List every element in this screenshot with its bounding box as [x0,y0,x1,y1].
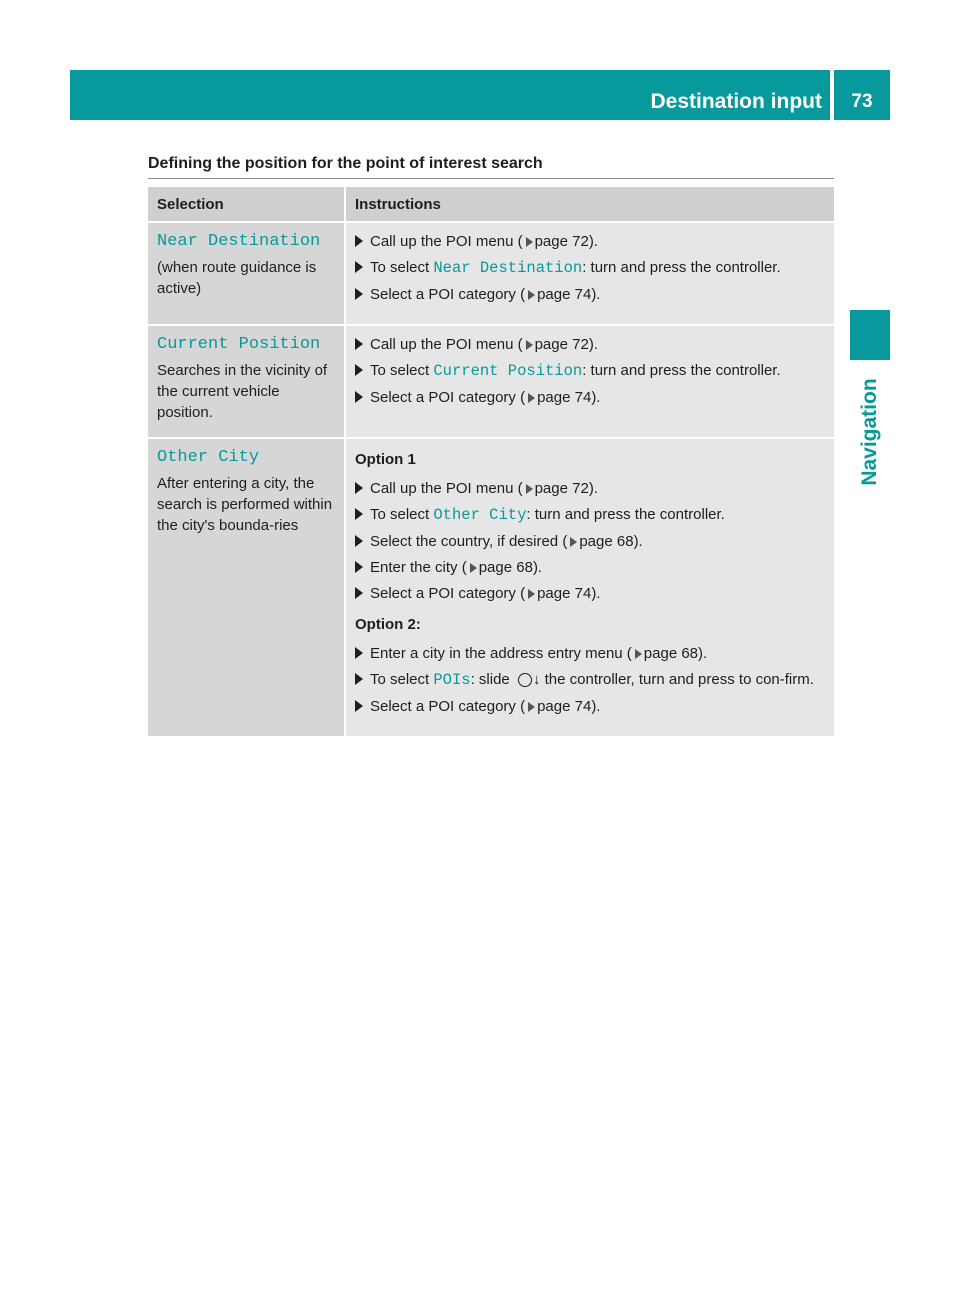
step-text: ). [588,480,598,497]
column-header-instructions: Instructions [345,187,834,222]
page-reference[interactable]: page 68 [478,559,533,576]
table-row [148,438,834,736]
instruction-step [355,360,825,382]
instruction-step [355,504,825,526]
step-text: : turn and press the controller. [582,362,781,379]
side-tab-label: Navigation [858,378,881,486]
right-arrow-icon [355,535,363,547]
page-reference-triangle-icon [570,537,577,547]
chapter-title: Destination input [650,90,822,113]
instruction-step [355,387,825,408]
table-header-row [148,187,834,222]
header-bar [70,70,890,120]
step-text: : turn and press the controller. [526,506,725,523]
right-arrow-icon [355,235,363,247]
page-reference[interactable]: page 72 [534,480,589,497]
step-text: Call up the POI menu ( [370,233,523,250]
page-reference-triangle-icon [526,484,533,494]
instruction-step [355,557,825,578]
right-arrow-icon [355,561,363,573]
right-arrow-icon [355,288,363,300]
page-reference[interactable]: page 68 [579,533,634,550]
right-arrow-icon [355,261,363,273]
instruction-step [355,478,825,499]
selection-name: Current Position [157,335,321,354]
step-text: : slide [470,671,514,688]
instructions-cell [345,438,834,736]
instruction-step [355,284,825,305]
instruction-step [355,583,825,604]
instruction-step [355,696,825,717]
page-reference[interactable]: page 74 [537,585,592,602]
step-text: ). [591,286,601,303]
right-arrow-icon [355,700,363,712]
instructions-cell [345,325,834,438]
instruction-step [355,531,825,552]
poi-search-table [148,187,834,736]
selection-name: Other City [157,448,260,467]
right-arrow-icon [355,673,363,685]
page-number: 73 [851,91,873,112]
right-arrow-icon [355,338,363,350]
right-arrow-icon [355,482,363,494]
step-text: the controller, turn and press to con-firm. [540,671,814,688]
selection-description: Searches in the vicinity of the current vehicle position. [157,362,328,421]
step-text: Call up the POI menu ( [370,336,523,353]
right-arrow-icon [355,391,363,403]
step-text: ). [532,559,543,576]
step-text: ). [588,233,598,250]
page-reference-triangle-icon [528,702,535,712]
step-text: Enter the city ( [370,559,467,576]
step-text: Select a POI category ( [370,286,526,303]
selection-cell [148,222,345,325]
menu-item-reference: Other City [433,506,527,524]
table-row [148,325,834,438]
selection-name: Near Destination [157,232,321,251]
page-reference[interactable]: page 74 [537,698,592,715]
right-arrow-icon [355,647,363,659]
page-reference[interactable]: page 74 [537,286,592,303]
step-text: Enter a city in the address entry menu ( [370,645,632,662]
page-reference[interactable]: page 72 [534,336,589,353]
column-header-selection: Selection [148,187,345,222]
menu-item-reference: Near Destination [433,259,583,277]
step-text: ). [633,533,643,550]
step-text: Select a POI category ( [370,389,526,406]
step-text: Select a POI category ( [370,698,526,715]
step-text: To select [370,671,434,688]
menu-item-reference: Current Position [433,362,583,380]
step-text: : turn and press the controller. [582,259,781,276]
right-arrow-icon [355,364,363,376]
instruction-step [355,231,825,252]
page-reference-triangle-icon [635,649,642,659]
step-text: To select [370,259,434,276]
option-heading: Option 1 [355,451,416,468]
step-text: To select [370,362,434,379]
page-reference-triangle-icon [528,393,535,403]
page-reference-triangle-icon [528,290,535,300]
step-text: To select [370,506,434,523]
page-reference[interactable]: page 68 [643,645,699,662]
instructions-cell [345,222,834,325]
step-text: ). [588,336,598,353]
instruction-step [355,643,825,664]
right-arrow-icon [355,587,363,599]
instruction-step [355,257,825,279]
controller-slide-down-icon [518,673,532,687]
page-reference[interactable]: page 74 [537,389,592,406]
section-title: Defining the position for the point of interest search [148,155,543,172]
instruction-step [355,334,825,355]
page-reference-triangle-icon [526,340,533,350]
table-row [148,222,834,325]
step-text: Select a POI category ( [370,585,526,602]
step-text: ). [591,389,601,406]
title-divider [148,178,834,179]
side-tab-marker [850,310,890,360]
step-text: Select the country, if desired ( [370,533,568,550]
page-reference-triangle-icon [526,237,533,247]
step-text: ). [698,645,708,662]
step-text: Call up the POI menu ( [370,480,523,497]
selection-cell [148,438,345,736]
page-reference-triangle-icon [528,589,535,599]
selection-cell [148,325,345,438]
menu-item-reference: POIs [433,671,471,689]
right-arrow-icon [355,508,363,520]
selection-description: (when route guidance is active) [157,259,317,297]
option-heading: Option 2: [355,616,421,633]
step-text: ). [591,698,601,715]
step-text: ). [591,585,601,602]
page-reference[interactable]: page 72 [534,233,589,250]
selection-description: After entering a city, the search is performed within the city's bounda-ries [157,475,333,534]
instruction-step: To select POIs: slide ↓ the controller, turn and press to con-firm. [355,669,825,691]
page-reference-triangle-icon [470,563,477,573]
